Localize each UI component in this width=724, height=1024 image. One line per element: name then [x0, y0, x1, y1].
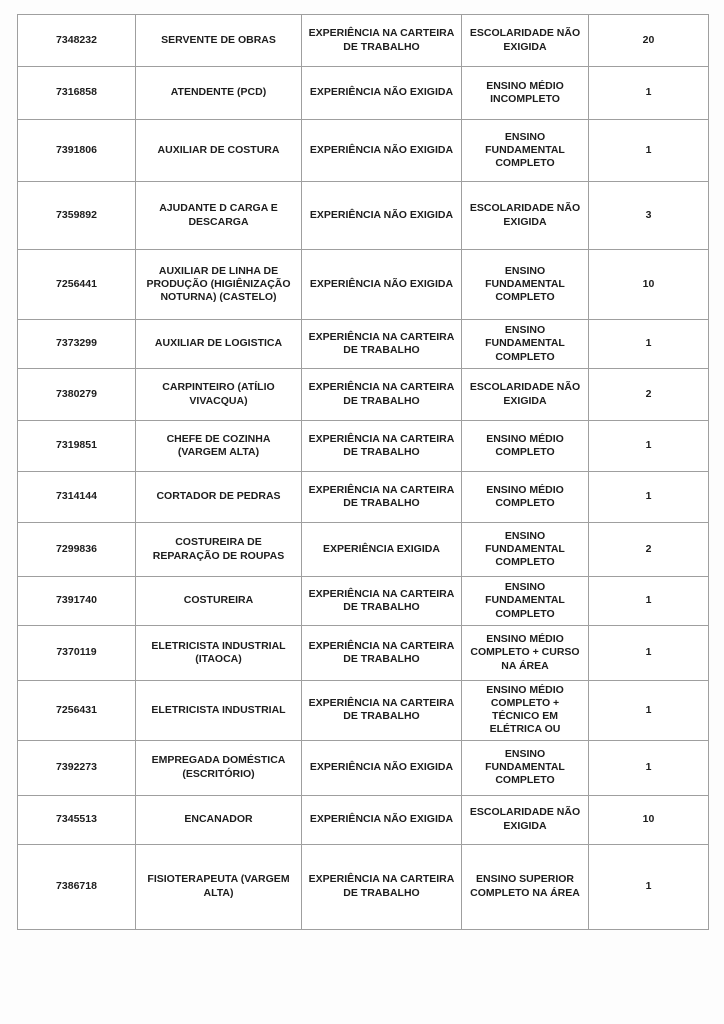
- job-title-cell: SERVENTE DE OBRAS: [136, 15, 302, 67]
- job-id-cell: 7370119: [18, 626, 136, 681]
- job-id-cell: 7314144: [18, 472, 136, 523]
- education-cell: ENSINO MÉDIO INCOMPLETO: [462, 67, 589, 120]
- job-id-cell: 7380279: [18, 369, 136, 421]
- experience-cell: EXPERIÊNCIA NÃO EXIGIDA: [302, 795, 462, 844]
- job-title-cell: CHEFE DE COZINHA (VARGEM ALTA): [136, 421, 302, 472]
- education-cell: ENSINO MÉDIO COMPLETO: [462, 472, 589, 523]
- job-title-cell: AUXILIAR DE LINHA DE PRODUÇÃO (HIGIÊNIZAÇÃO NOTURNA) (CASTELO): [136, 250, 302, 320]
- job-title-cell: CARPINTEIRO (ATÍLIO VIVACQUA): [136, 369, 302, 421]
- job-title-cell: ELETRICISTA INDUSTRIAL: [136, 681, 302, 741]
- job-id-cell: 7392273: [18, 740, 136, 795]
- job-title-cell: COSTUREIRA: [136, 577, 302, 626]
- education-cell: ESCOLARIDADE NÃO EXIGIDA: [462, 369, 589, 421]
- education-cell: ENSINO FUNDAMENTAL COMPLETO: [462, 320, 589, 369]
- table-row: [18, 523, 709, 577]
- experience-cell: EXPERIÊNCIA NA CARTEIRA DE TRABALHO: [302, 421, 462, 472]
- education-cell: ENSINO FUNDAMENTAL COMPLETO: [462, 523, 589, 577]
- job-id-cell: 7345513: [18, 795, 136, 844]
- experience-cell: EXPERIÊNCIA NA CARTEIRA DE TRABALHO: [302, 320, 462, 369]
- openings-cell: 1: [589, 320, 709, 369]
- job-id-cell: 7316858: [18, 67, 136, 120]
- education-cell: ENSINO SUPERIOR COMPLETO NA ÁREA: [462, 844, 589, 929]
- table-row: [18, 182, 709, 250]
- openings-cell: 1: [589, 577, 709, 626]
- education-cell: ENSINO FUNDAMENTAL COMPLETO: [462, 740, 589, 795]
- table-row: [18, 120, 709, 182]
- job-title-cell: AUXILIAR DE LOGISTICA: [136, 320, 302, 369]
- experience-cell: EXPERIÊNCIA NA CARTEIRA DE TRABALHO: [302, 844, 462, 929]
- job-id-cell: 7391806: [18, 120, 136, 182]
- education-cell: ESCOLARIDADE NÃO EXIGIDA: [462, 15, 589, 67]
- openings-cell: 3: [589, 182, 709, 250]
- openings-cell: 1: [589, 120, 709, 182]
- table-row: [18, 320, 709, 369]
- openings-cell: 1: [589, 626, 709, 681]
- job-title-cell: ENCANADOR: [136, 795, 302, 844]
- job-id-cell: 7373299: [18, 320, 136, 369]
- education-cell: ENSINO MÉDIO COMPLETO + CURSO NA ÁREA: [462, 626, 589, 681]
- job-id-cell: 7299836: [18, 523, 136, 577]
- openings-cell: 10: [589, 250, 709, 320]
- experience-cell: EXPERIÊNCIA NA CARTEIRA DE TRABALHO: [302, 15, 462, 67]
- job-id-cell: 7391740: [18, 577, 136, 626]
- experience-cell: EXPERIÊNCIA NA CARTEIRA DE TRABALHO: [302, 626, 462, 681]
- education-cell: ENSINO FUNDAMENTAL COMPLETO: [462, 577, 589, 626]
- job-id-cell: 7359892: [18, 182, 136, 250]
- table-row: [18, 795, 709, 844]
- education-cell: ENSINO FUNDAMENTAL COMPLETO: [462, 250, 589, 320]
- openings-cell: 1: [589, 472, 709, 523]
- table-row: [18, 421, 709, 472]
- openings-cell: 2: [589, 369, 709, 421]
- experience-cell: EXPERIÊNCIA NA CARTEIRA DE TRABALHO: [302, 577, 462, 626]
- job-id-cell: 7319851: [18, 421, 136, 472]
- job-id-cell: 7256441: [18, 250, 136, 320]
- table-row: [18, 369, 709, 421]
- table-row: [18, 67, 709, 120]
- job-vacancies-table: [17, 14, 709, 930]
- job-title-cell: AJUDANTE D CARGA E DESCARGA: [136, 182, 302, 250]
- openings-cell: 20: [589, 15, 709, 67]
- education-cell: ESCOLARIDADE NÃO EXIGIDA: [462, 795, 589, 844]
- job-title-cell: AUXILIAR DE COSTURA: [136, 120, 302, 182]
- openings-cell: 1: [589, 67, 709, 120]
- table-row: [18, 15, 709, 67]
- job-title-cell: EMPREGADA DOMÉSTICA (ESCRITÓRIO): [136, 740, 302, 795]
- table-row: [18, 844, 709, 929]
- job-id-cell: 7386718: [18, 844, 136, 929]
- job-title-cell: ELETRICISTA INDUSTRIAL (ITAOCA): [136, 626, 302, 681]
- job-title-cell: CORTADOR DE PEDRAS: [136, 472, 302, 523]
- openings-cell: 1: [589, 681, 709, 741]
- openings-cell: 10: [589, 795, 709, 844]
- job-id-cell: 7348232: [18, 15, 136, 67]
- job-title-cell: COSTUREIRA DE REPARAÇÃO DE ROUPAS: [136, 523, 302, 577]
- education-cell: ENSINO MÉDIO COMPLETO + TÉCNICO EM ELÉTRICA OU: [462, 681, 589, 741]
- experience-cell: EXPERIÊNCIA NA CARTEIRA DE TRABALHO: [302, 472, 462, 523]
- job-title-cell: ATENDENTE (PCD): [136, 67, 302, 120]
- table-row: [18, 626, 709, 681]
- education-cell: ENSINO FUNDAMENTAL COMPLETO: [462, 120, 589, 182]
- experience-cell: EXPERIÊNCIA NA CARTEIRA DE TRABALHO: [302, 681, 462, 741]
- experience-cell: EXPERIÊNCIA NÃO EXIGIDA: [302, 67, 462, 120]
- openings-cell: 2: [589, 523, 709, 577]
- experience-cell: EXPERIÊNCIA NÃO EXIGIDA: [302, 120, 462, 182]
- table-row: [18, 681, 709, 741]
- experience-cell: EXPERIÊNCIA NA CARTEIRA DE TRABALHO: [302, 369, 462, 421]
- job-id-cell: 7256431: [18, 681, 136, 741]
- experience-cell: EXPERIÊNCIA NÃO EXIGIDA: [302, 182, 462, 250]
- experience-cell: EXPERIÊNCIA NÃO EXIGIDA: [302, 740, 462, 795]
- job-title-cell: FISIOTERAPEUTA (VARGEM ALTA): [136, 844, 302, 929]
- experience-cell: EXPERIÊNCIA NÃO EXIGIDA: [302, 250, 462, 320]
- openings-cell: 1: [589, 740, 709, 795]
- education-cell: ESCOLARIDADE NÃO EXIGIDA: [462, 182, 589, 250]
- openings-cell: 1: [589, 844, 709, 929]
- table-row: [18, 740, 709, 795]
- table-row: [18, 472, 709, 523]
- openings-cell: 1: [589, 421, 709, 472]
- table-row: [18, 577, 709, 626]
- table-row: [18, 250, 709, 320]
- education-cell: ENSINO MÉDIO COMPLETO: [462, 421, 589, 472]
- experience-cell: EXPERIÊNCIA EXIGIDA: [302, 523, 462, 577]
- table-body: [18, 15, 709, 930]
